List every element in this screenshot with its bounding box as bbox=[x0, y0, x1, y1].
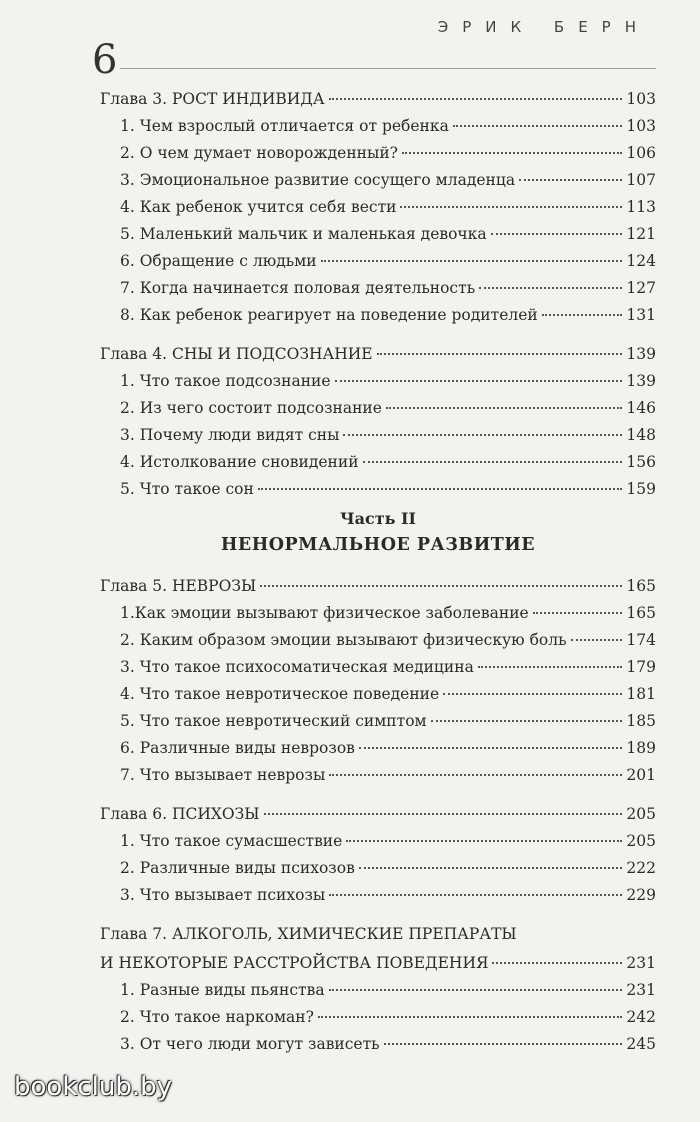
toc-section bbox=[100, 627, 656, 654]
leader-dots bbox=[359, 867, 623, 869]
leader-dots bbox=[343, 434, 622, 436]
leader-dots bbox=[402, 152, 622, 154]
toc-chapter-continued bbox=[100, 950, 656, 977]
running-head: ЭРИК БЕРН bbox=[437, 18, 650, 36]
toc-gap bbox=[100, 789, 656, 799]
leader-dots bbox=[260, 585, 622, 587]
toc-section bbox=[100, 302, 656, 329]
leader-dots bbox=[431, 720, 623, 722]
leader-dots bbox=[492, 962, 622, 964]
leader-dots bbox=[321, 260, 623, 262]
toc-section-title: 2. Каким образом эмоции вызывают физическую боль bbox=[120, 631, 567, 649]
toc-page-number: 165 bbox=[626, 577, 656, 595]
toc-page-number: 139 bbox=[626, 372, 656, 390]
toc-section-title: 7. Что вызывает неврозы bbox=[120, 766, 326, 784]
leader-dots bbox=[533, 612, 623, 614]
leader-dots bbox=[519, 179, 622, 181]
toc-chapter bbox=[100, 341, 656, 368]
toc-chapter-title: Глава 4. СНЫ И ПОДСОЗНАНИЕ bbox=[100, 345, 373, 363]
toc-page-number: 165 bbox=[626, 604, 656, 622]
toc-chapter bbox=[100, 801, 656, 828]
toc-page-number: 103 bbox=[626, 117, 656, 135]
toc-page-number: 189 bbox=[626, 739, 656, 757]
toc-section bbox=[100, 167, 656, 194]
toc-section-title: 6. Различные виды неврозов bbox=[120, 739, 355, 757]
toc-section bbox=[100, 855, 656, 882]
toc-page-number: 148 bbox=[626, 426, 656, 444]
toc-page-number: 242 bbox=[626, 1008, 656, 1026]
toc-chapter-title: Глава 3. РОСТ ИНДИВИДА bbox=[100, 90, 325, 108]
toc-section bbox=[100, 762, 656, 789]
leader-dots bbox=[491, 233, 623, 235]
toc-section-title: 5. Что такое невротический симптом bbox=[120, 712, 427, 730]
toc-section-title: 5. Что такое сон bbox=[120, 480, 254, 498]
toc-section-title: 1. Что такое сумасшествие bbox=[120, 832, 343, 850]
toc-section-title: 3. Что вызывает психозы bbox=[120, 886, 326, 904]
toc-section bbox=[100, 140, 656, 167]
toc-page-number: 231 bbox=[626, 954, 656, 972]
toc-section bbox=[100, 248, 656, 275]
leader-dots bbox=[453, 125, 623, 127]
toc-section-title: 1. Чем взрослый отличается от ребенка bbox=[120, 117, 449, 135]
header-rule bbox=[120, 68, 656, 69]
toc-section-title: 2. Из чего состоит подсознание bbox=[120, 399, 382, 417]
toc-page-number: 201 bbox=[626, 766, 656, 784]
toc-section-title: 3. Что такое психосоматическая медицина bbox=[120, 658, 474, 676]
toc-page-number: 229 bbox=[626, 886, 656, 904]
toc-page-number: 106 bbox=[626, 144, 656, 162]
toc-section bbox=[100, 654, 656, 681]
toc-section bbox=[100, 113, 656, 140]
toc-page-number: 174 bbox=[626, 631, 656, 649]
leader-dots bbox=[363, 461, 623, 463]
toc-page-number: 131 bbox=[626, 306, 656, 324]
leader-dots bbox=[329, 894, 622, 896]
leader-dots bbox=[335, 380, 623, 382]
toc-page-number: 146 bbox=[626, 399, 656, 417]
leader-dots bbox=[258, 488, 623, 490]
toc-page-number: 222 bbox=[626, 859, 656, 877]
leader-dots bbox=[443, 693, 622, 695]
toc-page-number: 107 bbox=[626, 171, 656, 189]
toc-section-title: 8. Как ребенок реагирует на поведение родителей bbox=[120, 306, 538, 324]
leader-dots bbox=[359, 747, 623, 749]
page-number: 6 bbox=[92, 37, 118, 83]
toc-section bbox=[100, 600, 656, 627]
toc-section bbox=[100, 194, 656, 221]
toc-section bbox=[100, 221, 656, 248]
toc-page-number: 127 bbox=[626, 279, 656, 297]
toc-section bbox=[100, 1004, 656, 1031]
leader-dots bbox=[264, 813, 623, 815]
toc-section bbox=[100, 708, 656, 735]
toc-section bbox=[100, 882, 656, 909]
toc-section-title: 5. Маленький мальчик и маленькая девочка bbox=[120, 225, 487, 243]
toc-page-number: 159 bbox=[626, 480, 656, 498]
leader-dots bbox=[384, 1043, 623, 1045]
toc-section bbox=[100, 1031, 656, 1058]
toc-section-title: 3. Почему люди видят сны bbox=[120, 426, 340, 444]
toc-chapter-title: Глава 5. НЕВРОЗЫ bbox=[100, 577, 257, 595]
toc-page-number: 103 bbox=[626, 90, 656, 108]
leader-dots bbox=[346, 840, 622, 842]
toc-section bbox=[100, 449, 656, 476]
toc-page-number: 121 bbox=[626, 225, 656, 243]
toc-page-number: 113 bbox=[626, 198, 656, 216]
toc-section-title: 1. Разные виды пьянства bbox=[120, 981, 325, 999]
toc-section-title: 2. Что такое наркоман? bbox=[120, 1008, 314, 1026]
leader-dots bbox=[479, 287, 622, 289]
toc-page-number: 181 bbox=[626, 685, 656, 703]
toc-section-title: 6. Обращение с людьми bbox=[120, 252, 317, 270]
toc-chapter-title: Глава 6. ПСИХОЗЫ bbox=[100, 805, 260, 823]
toc-chapter bbox=[100, 573, 656, 600]
leader-dots bbox=[329, 774, 622, 776]
toc-section bbox=[100, 476, 656, 503]
toc-section bbox=[100, 735, 656, 762]
leader-dots bbox=[400, 206, 622, 208]
toc-section bbox=[100, 977, 656, 1004]
toc-chapter bbox=[100, 86, 656, 113]
toc-section bbox=[100, 275, 656, 302]
toc-page-number: 185 bbox=[626, 712, 656, 730]
toc-chapter-title-line2: И НЕКОТОРЫЕ РАССТРОЙСТВА ПОВЕДЕНИЯ bbox=[100, 954, 489, 972]
toc-page-number: 205 bbox=[626, 832, 656, 850]
toc-page-number: 179 bbox=[626, 658, 656, 676]
toc-page-number: 245 bbox=[626, 1035, 656, 1053]
toc-section-title: 3. От чего люди могут зависеть bbox=[120, 1035, 380, 1053]
part-heading bbox=[100, 507, 656, 559]
watermark-logo: bookclub.by bbox=[14, 1072, 173, 1102]
toc-section bbox=[100, 368, 656, 395]
toc-section-title: 4. Истолкование сновидений bbox=[120, 453, 359, 471]
toc-section bbox=[100, 395, 656, 422]
toc-section bbox=[100, 828, 656, 855]
leader-dots bbox=[329, 98, 623, 100]
toc-gap bbox=[100, 909, 656, 919]
toc-section-title: 4. Как ребенок учится себя вести bbox=[120, 198, 397, 216]
toc-section-title: 7. Когда начинается половая деятельность bbox=[120, 279, 476, 297]
toc-section-title: 4. Что такое невротическое поведение bbox=[120, 685, 440, 703]
toc-section-title: 1.Как эмоции вызывают физическое заболевание bbox=[120, 604, 529, 622]
leader-dots bbox=[318, 1016, 622, 1018]
toc-section-title: 1. Что такое подсознание bbox=[120, 372, 331, 390]
leader-dots bbox=[377, 353, 623, 355]
table-of-contents bbox=[100, 84, 656, 1058]
toc-section-title: 2. Различные виды психозов bbox=[120, 859, 355, 877]
toc-gap bbox=[100, 329, 656, 339]
part-label: Часть II bbox=[339, 509, 417, 528]
toc-page-number: 156 bbox=[626, 453, 656, 471]
toc-section bbox=[100, 422, 656, 449]
toc-page-number: 139 bbox=[626, 345, 656, 363]
toc-chapter-title: Глава 7. АЛКОГОЛЬ, ХИМИЧЕСКИЕ ПРЕПАРАТЫ bbox=[100, 925, 517, 943]
toc-chapter bbox=[100, 921, 656, 948]
toc-page-number: 231 bbox=[626, 981, 656, 999]
leader-dots bbox=[542, 314, 623, 316]
toc-section bbox=[100, 681, 656, 708]
leader-dots bbox=[386, 407, 622, 409]
leader-dots bbox=[571, 639, 623, 641]
toc-section-title: 3. Эмоциональное развитие сосущего младенца bbox=[120, 171, 516, 189]
part-title: НЕНОРМАЛЬНОЕ РАЗВИТИЕ bbox=[220, 535, 536, 555]
leader-dots bbox=[329, 989, 623, 991]
toc-page-number: 205 bbox=[626, 805, 656, 823]
leader-dots bbox=[478, 666, 623, 668]
toc-page-number: 124 bbox=[626, 252, 656, 270]
toc-section-title: 2. О чем думает новорожденный? bbox=[120, 144, 398, 162]
